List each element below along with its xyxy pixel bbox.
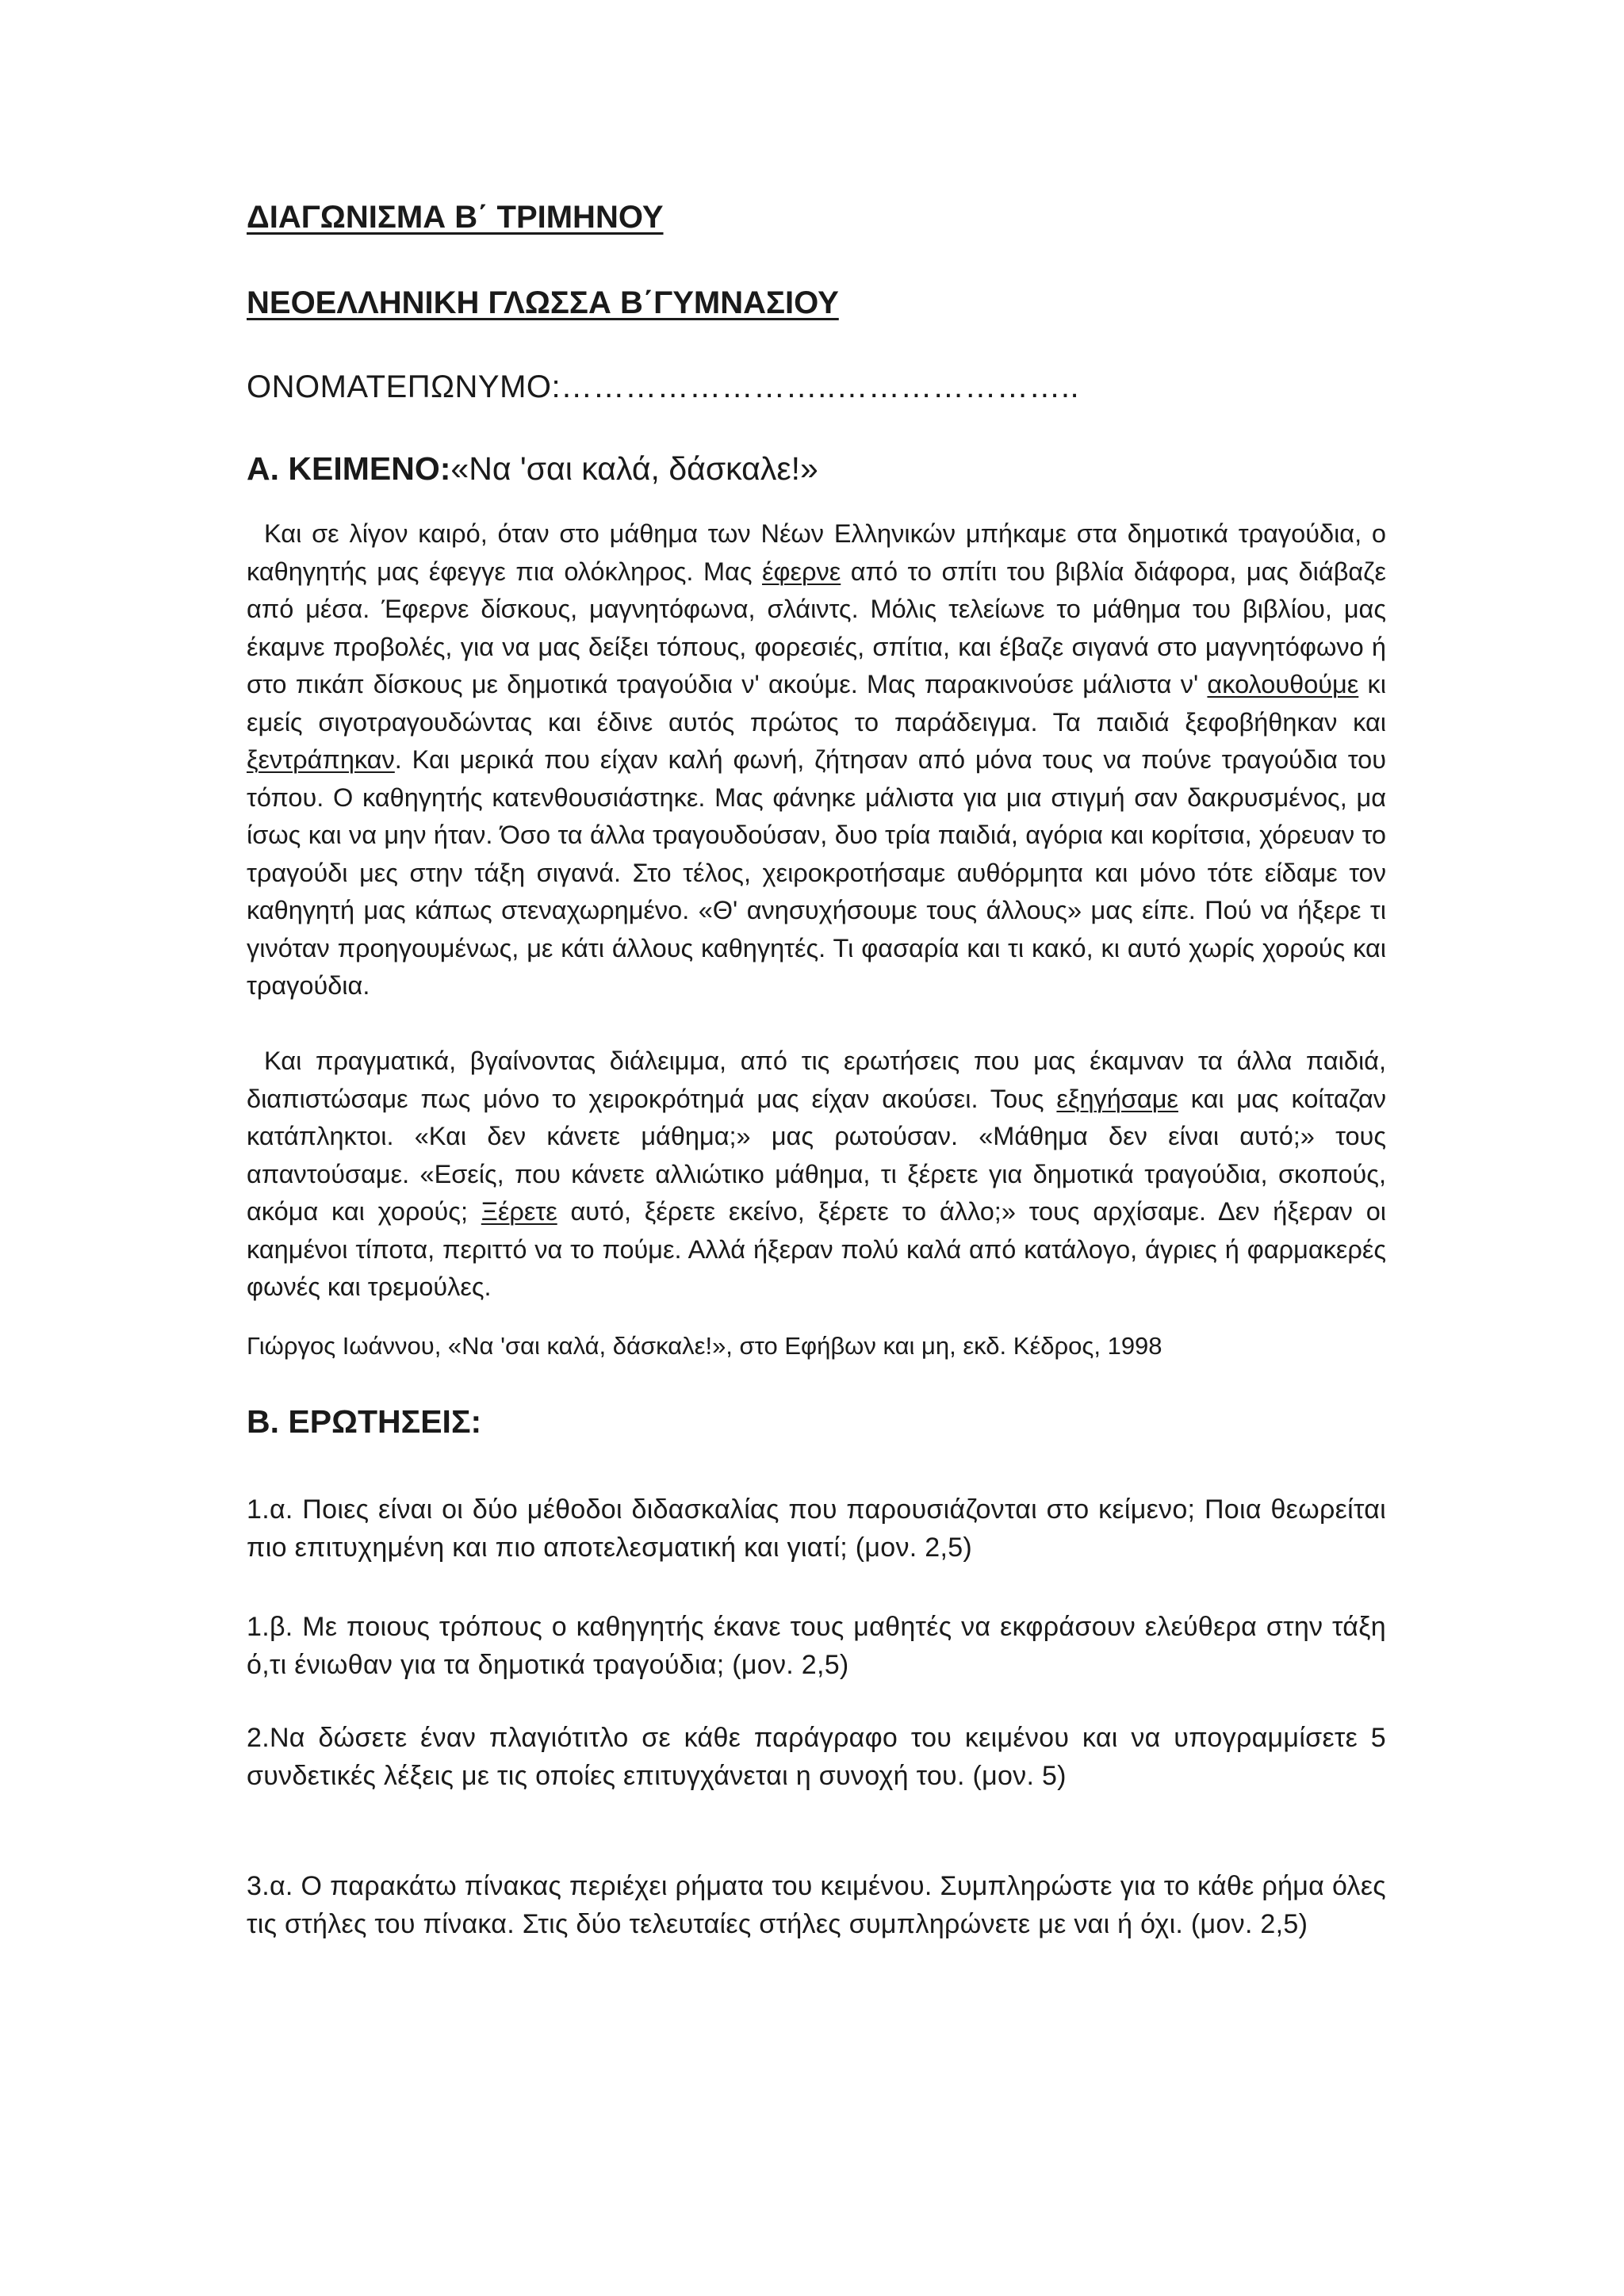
underlined-word: Ξέρετε [481,1197,557,1226]
text-paragraph-2 [247,1043,1386,1307]
section-a-title: «Να 'σαι καλά, δάσκαλε!» [450,450,818,487]
question-1a: 1.α. Ποιες είναι οι δύο μέθοδοι διδασκαλίας που παρουσιάζονται στο κείμενο; Ποια θεωρείται πιο επιτυχημένη και πιο αποτελεσματική και γιατί; (μον. 2,5) [247,1494,1386,1563]
text-segment: . Και μερικά που είχαν καλή φωνή, ζήτησαν από μόνα τους να πούνε τραγούδια του τόπου. Ο καθηγητής κατενθουσιάστηκε. Μας φάνηκε μάλιστα για μια στιγμή σαν δακρυσμένος, μα ίσως και να μην ήταν. Όσο τα άλλα τραγουδούσαν, δυο τρία παιδιά, αγόρια και κορίτσια, χόρευαν το τραγούδι μες στην τάξη σιγανά. Στο τέλος, χειροκροτήσαμε αυθόρμητα και μόνο τότε είδαμε τον καθηγητή μας κάπως στεναχωρημένο. «Θ' ανησυχήσουμε τους άλλους» μας είπε. Πού να ήξερε τι γινόταν προηγουμένως, με κάτι άλλους καθηγητές. Τι φασαρία και τι κακό, κι αυτό χωρίς χορούς και τραγούδια. [247,745,1386,1000]
underlined-word: έφερνε [761,557,841,586]
text-segment: και μας κοίταζαν κατάπληκτοι. «Και δεν κάνετε μάθημα;» μας ρωτούσαν. «Μάθημα δεν είναι αυτό;» τους απαντούσαμε. «Εσείς, που κάνετε αλλιώτικο μάθημα, τι ξέρετε για δημοτικά τραγούδια, σκοπούς, ακόμα και χορούς; [247,1084,1386,1226]
section-a-heading [247,450,818,488]
question-3a: 3.α. Ο παρακάτω πίνακας περιέχει ρήματα του κειμένου. Συμπληρώστε για το κάθε ρήμα όλες τις στήλες του πίνακα. Στις δύο τελευταίες στήλες συμπληρώνετε με ναι ή όχι. (μον. 2,5) [247,1871,1386,1939]
question-2: 2.Να δώσετε έναν πλαγιότιτλο σε κάθε παράγραφο του κειμένου και να υπογραμμίσετε 5 συνδετικές λέξεις με τις οποίες επιτυγχάνεται η συνοχή του. (μον. 5) [247,1723,1386,1791]
text-source: Γιώργος Ιωάννου, «Να 'σαι καλά, δάσκαλε!», στο Εφήβων και μη, εκδ. Κέδρος, 1998 [247,1332,1162,1360]
text-segment: Και πραγματικά, βγαίνοντας διάλειμμα, από τις ερωτήσεις που μας έκαμναν τα άλλα παιδιά, διαπιστώσαμε πως μόνο το χειροκρότημά μας είχαν ακούσει. Τους [247,1047,1386,1113]
text-segment: αυτό, ξέρετε εκείνο, ξέρετε το άλλο;» τους αρχίσαμε. Δεν ήξεραν οι καημένοι τίποτα, περιττό να το πούμε. Αλλά ήξεραν πολύ καλά από κατάλογο, άγριες ή φαρμακερές φωνές και τρεμούλες. [247,1197,1386,1301]
underlined-word: ξεντράπηκαν [247,745,395,774]
question-1b: 1.β. Με ποιους τρόπους ο καθηγητής έκανε τους μαθητές να εκφράσουν ελεύθερα στην τάξη ό,τι ένιωθαν για τα δημοτικά τραγούδια; (μον. 2,5) [247,1612,1386,1680]
student-name-field: ΟΝΟΜΑΤΕΠΩΝΥΜΟ:……………………..………………….. [247,369,1080,404]
text-segment: Και σε λίγον καιρό, όταν στο μάθημα των Νέων Ελληνικών μπήκαμε στα δημοτικά τραγούδια, ο καθηγητής μας έφεγγε πια ολόκληρος. Μας [247,519,1386,586]
underlined-word: ακολουθούμε [1207,670,1359,698]
text-segment: από το σπίτι του βιβλία διάφορα, μας διάβαζε από μέσα. Έφερνε δίσκους, μαγνητόφωνα, σλάιντς. Μόλις τελείωνε το μάθημα του βιβλίου, μας έκαμνε προβολές, για να μας δείξει τόπους, φορεσιές, σπίτια, και έβαζε σιγανά στο μαγνητόφωνο ή στο πικάπ δίσκους με δημοτικά τραγούδια ν' ακούμε. Μας παρακινούσε μάλιστα ν' [247,557,1386,698]
text-paragraph-1 [247,515,1386,1005]
underlined-word: εξηγήσαμε [1056,1084,1178,1113]
section-b-heading: Β. ΕΡΩΤΗΣΕΙΣ: [247,1403,482,1440]
exam-title: ΔΙΑΓΩΝΙΣΜΑ Β΄ ΤΡΙΜΗΝΟΥ [247,200,664,235]
text-segment: κι εμείς σιγοτραγουδώντας και έδινε αυτός πρώτος το παράδειγμα. Τα παιδιά ξεφοβήθηκαν και [247,670,1387,737]
section-a-label: Α. ΚΕΙΜΕΝΟ: [247,450,451,487]
subject-title: ΝΕΟΕΛΛΗΝΙΚΗ ΓΛΩΣΣΑ Β΄ΓΥΜΝΑΣΙΟΥ [247,285,839,320]
